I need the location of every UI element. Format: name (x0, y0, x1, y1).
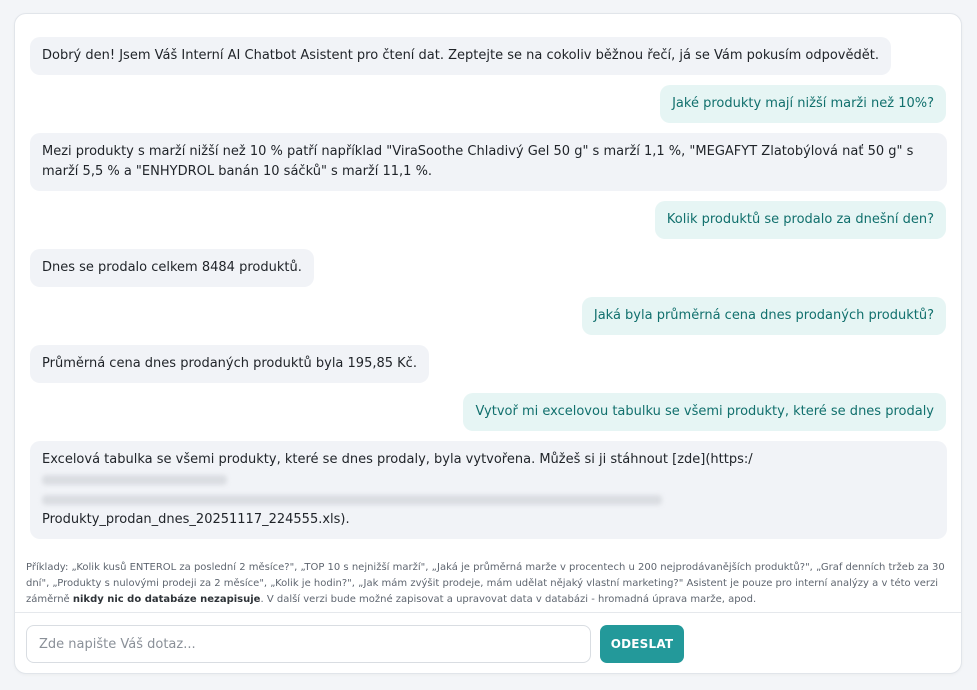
message-text: Produkty_prodan_dnes_20251117_224555.xls). (42, 512, 350, 527)
message-text: Jaká byla průměrná cena dnes prodaných produktů? (593, 308, 934, 323)
message-text: Průměrná cena dnes prodaných produktů byla 195,85 Kč. (42, 356, 417, 371)
message-text: Dobrý den! Jsem Váš Interní AI Chatbot Asistent pro čtení dat. Zeptejte se na cokoliv běžnou řečí, já se Vám pokusím odpovědět. (42, 48, 879, 63)
question-input[interactable] (26, 625, 591, 663)
bot-message (30, 133, 947, 191)
chat-window (14, 13, 962, 674)
bot-message (30, 345, 429, 383)
redacted-url (42, 475, 227, 485)
message-list (15, 14, 961, 534)
message-text: Vytvoř mi excelovou tabulku se všemi produkty, které se dnes prodaly (475, 404, 934, 419)
user-message (582, 297, 946, 335)
message-text: Excelová tabulka se všemi produkty, které se dnes prodaly, byla vytvořena. Můžeš si ji stáhnout [zde](https:/ (42, 452, 753, 467)
message-text: Mezi produkty s marží nižší než 10 % patří například "ViraSoothe Chladivý Gel 50 g" s marží 1,1 %, "MEGAFYT Zlatobýlová nať 50 g" s marží 5,5 % a "ENHYDROL banán 10 sáčků" s marží 11,1 %. (42, 144, 914, 179)
bot-message (30, 37, 891, 75)
send-button[interactable]: ODESLAT (600, 625, 684, 663)
user-message (660, 85, 946, 123)
message-text: Jaké produkty mají nižší marži než 10%? (672, 96, 934, 111)
user-message (463, 393, 946, 431)
hint-emphasis: nikdy nic do databáze nezapisuje (72, 594, 261, 605)
bot-message (30, 249, 314, 287)
redacted-url (42, 495, 662, 505)
bot-message (30, 441, 947, 539)
message-text: Kolik produktů se prodalo za dnešní den? (666, 212, 934, 227)
divider (15, 612, 961, 613)
user-message (655, 201, 946, 239)
examples-hint: Příklady: „Kolik kusů ENTEROL za poslední 2 měsíce?", „TOP 10 s nejnižší marží", „Jaká je průměrná marže v procentech u 200 nejprodávanějších produktů?", „Graf denních tržeb za 30 dní", „Produkty s nulovými prodeji za 2 měsíce", „Kolik je hodin?", „Jak mám zvýšit prodeje, mám udělat nějaký vlastní marketing?" Asistent je pouze pro interní analýzy a v této verzi záměrně nikdy nic do databáze nezapisuje. V další verzi bude možné zapisovat a upravovat data v databázi - hromadná úprava marže, apod. (26, 562, 945, 605)
message-text: Dnes se prodalo celkem 8484 produktů. (42, 260, 302, 275)
